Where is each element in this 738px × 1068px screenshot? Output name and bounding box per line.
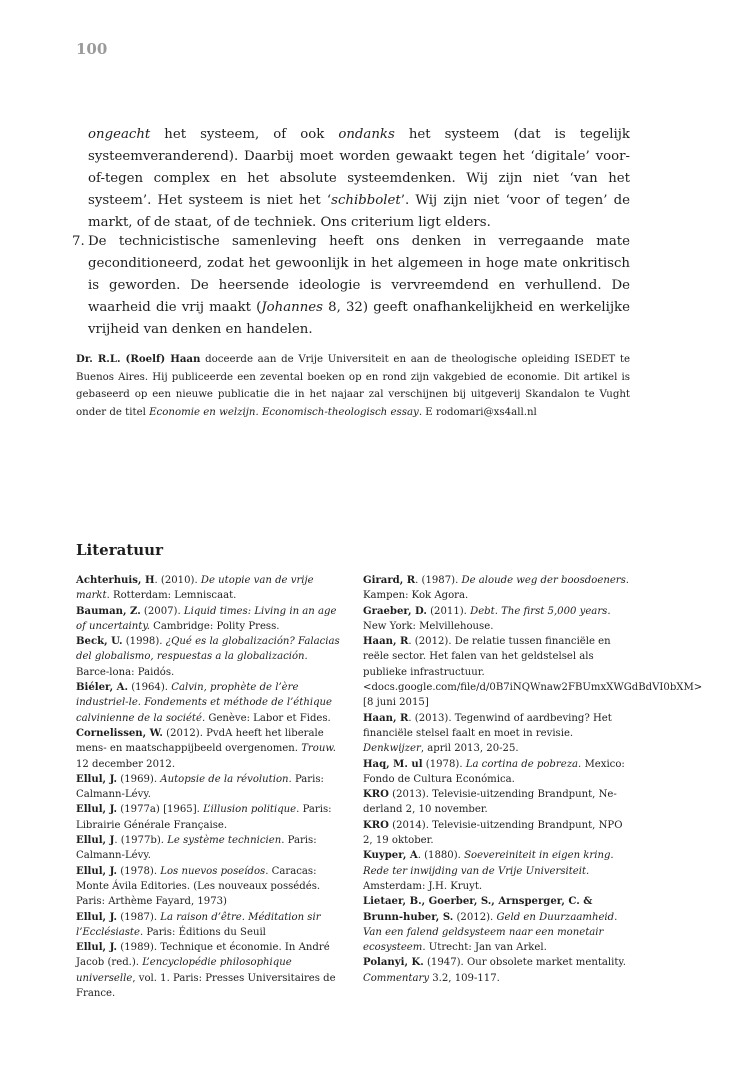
reference-entry xyxy=(76,802,344,833)
reference-title: Los nuevos poseídos xyxy=(160,865,266,877)
literature-heading: Literatuur xyxy=(76,541,163,559)
reference-entry xyxy=(363,573,631,604)
reference-text: New York: Melvillehouse. xyxy=(363,620,494,632)
reference-author: Haan, R xyxy=(363,636,409,648)
reference-author: Bauman, Z. xyxy=(76,605,141,617)
reference-title: Soevereiniteit in eigen kring. Rede ter inwijding van de Vrije Universiteit. xyxy=(363,850,614,877)
emphasis-text: ongeacht xyxy=(88,127,151,142)
reference-entry xyxy=(363,955,631,986)
reference-author: Cornelissen, W. xyxy=(76,727,163,739)
reference-title: La raison d’être. Méditation sir l’Ecclésiaste. xyxy=(76,911,321,938)
references-right-column xyxy=(363,573,703,986)
bio-book-title: Economie en welzijn. Economisch-theologisch essay xyxy=(149,406,419,418)
reference-entry xyxy=(76,726,344,772)
reference-text: (2012). xyxy=(453,911,497,923)
reference-author: Ellul, J. xyxy=(76,865,118,877)
references-left-column xyxy=(76,573,344,1001)
reference-author: Ellul, J. xyxy=(76,773,118,785)
paragraph-text: ’. Wij zijn niet ‘voor of tegen’ de markt, of de staat, of de techniek. Ons criterium ligt elders. xyxy=(88,193,631,230)
reference-title: La cortina de pobreza. xyxy=(465,758,582,770)
reference-author: Girard, R xyxy=(363,575,416,586)
reference-text: . (1987). xyxy=(415,575,462,586)
reference-text: . (2012). De relatie tussen financiële en reële sector. Het falen van het geldstelsel als publieke infrastructuur. <docs.google.com/file/d/0B7iNQWnaw2FBUmxXWGdBdVI0bXM> [8 juni 2015] xyxy=(363,636,703,709)
reference-author: Kuyper, A xyxy=(363,850,418,862)
reference-author: Ellul, J xyxy=(76,835,115,847)
reference-entry xyxy=(363,894,631,955)
reference-entry xyxy=(76,864,344,910)
page-number: 100 xyxy=(76,40,108,58)
reference-entry xyxy=(363,634,703,710)
reference-text: (1977a) [1965]. xyxy=(117,804,204,816)
reference-title: Calvin, prophète de l’ère industriel-le. Fondements et méthode de l’éthique calvinienne de la société. xyxy=(76,682,333,724)
reference-text: (2013). Televisie-uitzending Brandpunt, Ne-derland 2, 10 november. xyxy=(363,789,617,816)
reference-text: . Paris: Calmann-Lévy. xyxy=(76,773,324,801)
reference-author: Ellul, J. xyxy=(76,911,118,923)
emphasis-text: ondanks xyxy=(338,127,395,142)
reference-entry xyxy=(76,680,344,726)
reference-text: . Paris: Librairie Générale Française. xyxy=(76,804,332,831)
reference-text: Paris: Éditions du Seuil xyxy=(143,926,266,938)
bio-text: doceerde aan de Vrije Universiteit en aan de theologische opleiding ISEDET te Buenos Aires. Hij publiceerde een zevental boeken op en rond zijn vakgebied de economie. Dit artikel is gebaseerd op een nieuwe publicatie die in het najaar zal verschijnen bij uitgeverij Skandalon te Vught onder de titel xyxy=(76,354,630,418)
item-text xyxy=(88,231,630,341)
reference-text: 12 december 2012. xyxy=(76,758,176,770)
author-bio xyxy=(76,351,630,421)
reference-text: (1978). xyxy=(422,758,466,770)
reference-author: Ellul, J. xyxy=(76,942,118,954)
reference-text: . (1977b). xyxy=(114,835,168,847)
reference-text: Barce-lona: Paidós. xyxy=(76,666,175,678)
reference-entry xyxy=(76,772,344,803)
reference-title: L’encyclopédie philosophique universelle xyxy=(76,957,292,984)
reference-text: (1989). Technique et économie. In André Jacob (red.). xyxy=(76,942,330,969)
reference-title: L’illusion politique xyxy=(203,804,297,816)
reference-author: KRO xyxy=(363,789,389,801)
reference-author: Biéler, A. xyxy=(76,682,129,694)
reference-title: ¿Qué es la globalización? Falacias del globalismo, respuestas a la globalización. xyxy=(76,636,340,663)
reference-entry xyxy=(363,604,631,635)
reference-text: Utrecht: Jan van Arkel. xyxy=(425,942,547,954)
paragraph-text: het systeem, of ook xyxy=(150,127,339,142)
reference-text: (1964). xyxy=(128,682,172,694)
reference-entry xyxy=(76,573,344,604)
reference-entry xyxy=(363,818,631,849)
reference-text: 3.2, 109-117. xyxy=(429,972,500,984)
reference-text: Amsterdam: J.H. Kruyt. xyxy=(363,880,483,892)
emphasis-text: schibbolet xyxy=(331,193,401,208)
reference-text: (1978). xyxy=(117,865,161,877)
reference-entry xyxy=(76,833,344,864)
paragraph-text: het systeem (dat is tegelijk systeemveranderend). Daarbij moet worden gewaakt tegen het ‘digitale’ voor-of-tegen complex en het absolute systeemdenken. Wij zijn niet ‘van het systeem’. Het systeem is niet het ‘ xyxy=(88,127,630,208)
reference-text: (2012). PvdA heeft het liberale mens- en maatschappijbeeld overgenomen. xyxy=(76,727,324,755)
reference-text: Rotterdam: Lemniscaat. xyxy=(109,590,237,602)
reference-text: . (1880). xyxy=(417,850,465,862)
reference-title: Le système technicien xyxy=(167,835,282,847)
reference-text: (1998). xyxy=(122,636,166,648)
reference-text: . Kampen: Kok Agora. xyxy=(363,575,630,602)
reference-text: (1987). xyxy=(117,911,161,923)
reference-title: De utopie van de vrije markt. xyxy=(76,575,314,602)
reference-text: (2011). xyxy=(426,605,471,617)
reference-title: Commentary xyxy=(363,972,430,984)
reference-entry xyxy=(363,757,631,788)
reference-entry xyxy=(76,634,344,680)
reference-author: Polanyi, K. xyxy=(363,957,424,969)
paragraph-text: De technicistische samenleving heeft ons denken in verregaande mate geconditioneerd, zodat het gewoonlijk in het algemeen in hoge mate onkritisch is geworden. De heersende ideologie is vervreemdend en verhullend. De waarheid die vrij maakt ( xyxy=(88,234,630,315)
reference-text: Genève: Labor et Fides. xyxy=(205,712,331,724)
reference-author: Graeber, D. xyxy=(363,605,427,617)
reference-entry xyxy=(76,940,344,1001)
reference-author: Beck, U. xyxy=(76,636,123,648)
reference-title: Liquid times: Living in an age of uncertainty. xyxy=(76,605,337,632)
reference-text: Cambridge: Polity Press. xyxy=(149,620,280,632)
reference-text: Mexico: Fondo de Cultura Económica. xyxy=(363,758,625,785)
reference-text: . Paris: Calmann-Lévy. xyxy=(76,835,317,862)
reference-title: De aloude weg der boosdoeners xyxy=(461,575,626,586)
reference-entry xyxy=(363,848,631,894)
reference-text: (1969). xyxy=(117,773,161,785)
reference-entry xyxy=(363,711,631,757)
reference-author: Ellul, J. xyxy=(76,804,118,816)
item-number: 7. xyxy=(72,234,85,249)
bio-text: . E rodomari@xs4all.nl xyxy=(418,406,537,418)
continuation-paragraph xyxy=(88,124,630,234)
reference-title: Trouw. xyxy=(301,743,336,755)
reference-author: Haq, M. ul xyxy=(363,758,423,770)
reference-text: (2014). Televisie-uitzending Brandpunt, NPO 2, 19 oktober. xyxy=(363,819,623,847)
reference-entry xyxy=(76,604,344,635)
reference-text: (1947). Our obsolete market mentality. xyxy=(423,957,626,969)
body-paragraph xyxy=(88,124,630,234)
reference-text: . Caracas: Monte Ávila Editories. (Les nouveaux possédés. Paris: Arthème Fayard, 1973) xyxy=(76,865,321,908)
reference-entry xyxy=(363,787,631,818)
reference-title: Denkwijzer xyxy=(363,743,421,755)
reference-text: . (2013). Tegenwind of aardbeving? Het financiële stelsel faalt en moet in revisie. xyxy=(363,712,612,739)
reference-title: Geld en Duurzaamheid. Van een falend geldsysteem naar een monetair ecosysteem. xyxy=(363,911,618,954)
reference-title: Autopsie de la révolution xyxy=(160,773,289,785)
reference-author: Haan, R xyxy=(363,712,409,724)
paragraph-text: 8, 32) geeft onafhankelijkheid en werkelijke vrijheid van denken en handelen. xyxy=(88,300,630,337)
emphasis-text: Johannes xyxy=(261,300,323,315)
reference-text: . (2010). xyxy=(154,575,201,586)
author-name: Dr. R.L. (Roelf) Haan xyxy=(76,353,201,365)
reference-title: Debt. The first 5,000 years. xyxy=(470,605,611,617)
reference-text: , april 2013, 20-25. xyxy=(420,743,519,755)
reference-text: (2007). xyxy=(140,605,184,617)
numbered-item-7 xyxy=(72,231,630,341)
reference-author: Lietaer, B., Goerber, S., Arnsperger, C. & Brunn-huber, S. xyxy=(363,896,593,923)
reference-text: , vol. 1. Paris: Presses Universitaires de France. xyxy=(76,972,336,1000)
reference-entry xyxy=(76,910,344,941)
reference-author: KRO xyxy=(363,819,389,831)
reference-author: Achterhuis, H xyxy=(76,575,155,586)
